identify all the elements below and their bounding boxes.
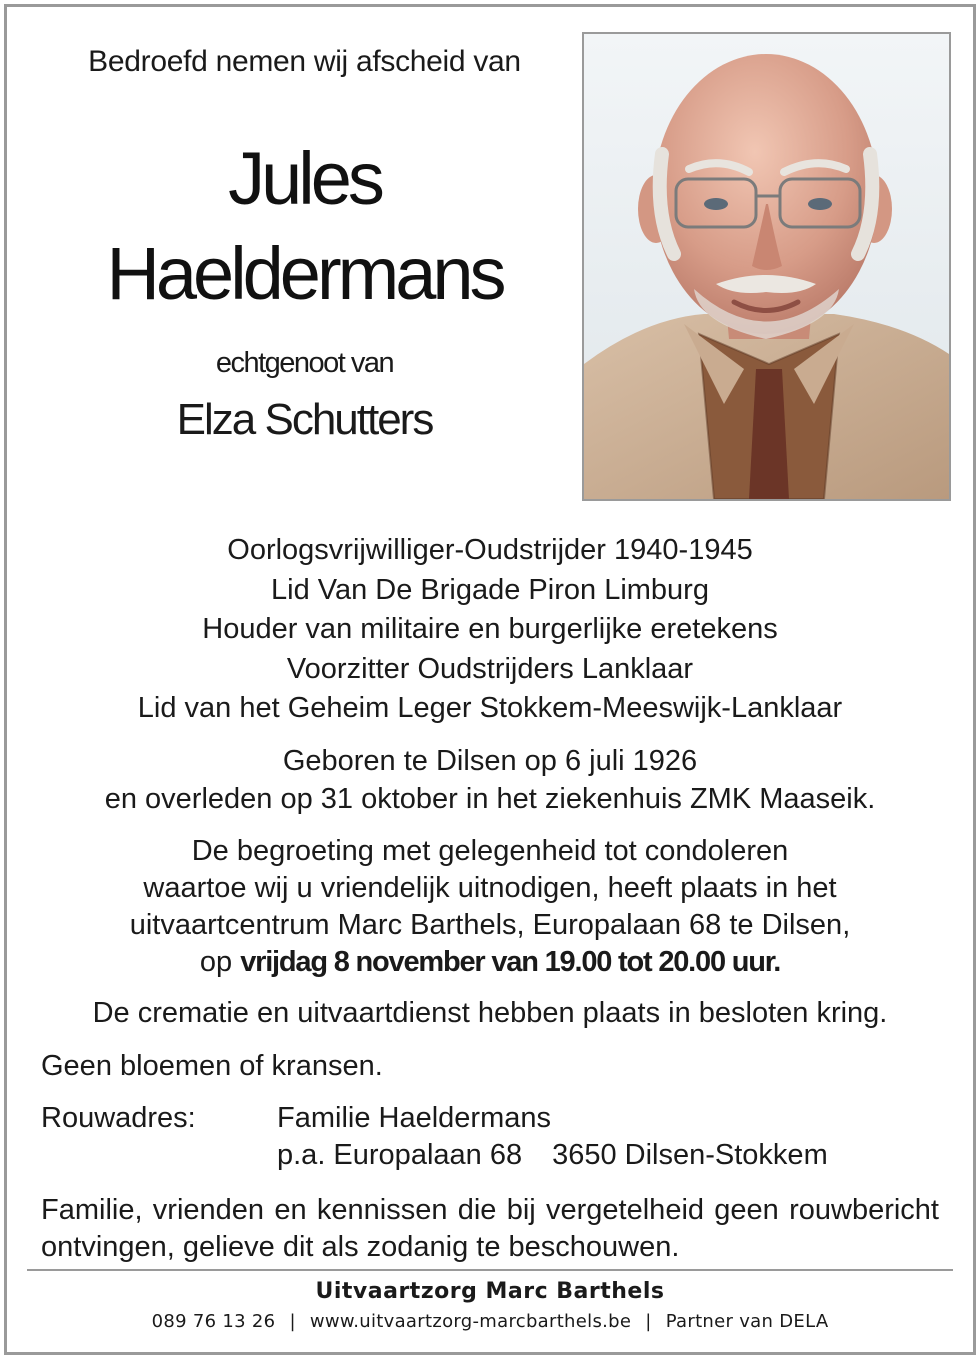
footer-divider <box>27 1269 953 1271</box>
address-city: 3650 Dilsen-Stokkem <box>552 1139 828 1171</box>
condolence-prefix: op <box>199 946 233 978</box>
condolence-block <box>27 833 953 981</box>
cremation-text: De crematie en uitvaartdienst hebben plaats in besloten kring. <box>92 997 888 1029</box>
footer-contact <box>27 1311 953 1332</box>
footer-phone: 089 76 13 26 <box>151 1311 276 1332</box>
intro-text: Bedroefd nemen wij afscheid van <box>88 45 521 78</box>
condolence-date: vrijdag 8 november van 19.00 tot 20.00 uur. <box>240 946 781 978</box>
funeral-company-name: Uitvaartzorg Marc Barthels <box>315 1279 665 1304</box>
deceased-first-name: Jules <box>228 137 381 220</box>
portrait-illustration <box>584 34 949 499</box>
condolence-line: uitvaartcentrum Marc Barthels, Europalaan 68 te Dilsen, <box>129 909 851 941</box>
footer-website[interactable]: www.uitvaartzorg-marcbarthels.be <box>309 1311 632 1332</box>
footer-partner: Partner van DELA <box>665 1311 829 1332</box>
address-street-city <box>277 1139 828 1172</box>
address-name: Familie Haeldermans <box>277 1102 551 1134</box>
titles-block <box>27 531 953 729</box>
address-label: Rouwadres: <box>41 1102 196 1134</box>
spouse-label: echtgenoot van <box>215 347 394 379</box>
portrait-photo <box>582 32 951 501</box>
title-line: Lid Van De Brigade Piron Limburg <box>271 573 709 606</box>
title-line: Oorlogsvrijwilliger-Oudstrijder 1940-1945 <box>227 534 753 566</box>
footer-separator: | <box>289 1311 296 1332</box>
flowers-text: Geen bloemen of kransen. <box>41 1050 383 1082</box>
title-line: Houder van militaire en burgerlijke eretekens <box>202 613 778 645</box>
notice-text: Familie, vrienden en kennissen die bij vergetelheid geen rouwbericht ontvingen, gelieve dit als zodanig te beschouwen. <box>41 1194 939 1263</box>
title-line: Voorzitter Oudstrijders Lanklaar <box>286 652 694 685</box>
deceased-last-name: Haeldermans <box>106 232 503 315</box>
title-line: Lid van het Geheim Leger Stokkem-Meeswijk-Lanklaar <box>137 692 843 724</box>
birth-line: Geboren te Dilsen op 6 juli 1926 <box>282 745 698 777</box>
address-street: p.a. Europalaan 68 <box>277 1139 523 1171</box>
condolence-line: De begroeting met gelegenheid tot condoleren <box>191 835 789 867</box>
footer-separator: | <box>645 1311 652 1332</box>
condolence-date-line <box>27 944 953 981</box>
obituary-card <box>4 4 976 1355</box>
birth-death-block <box>27 742 953 818</box>
condolence-line: waartoe wij u vriendelijk uitnodigen, heeft plaats in het <box>143 872 837 904</box>
spouse-name: Elza Schutters <box>176 395 433 444</box>
death-line: en overleden op 31 oktober in het ziekenhuis ZMK Maaseik. <box>104 783 876 815</box>
